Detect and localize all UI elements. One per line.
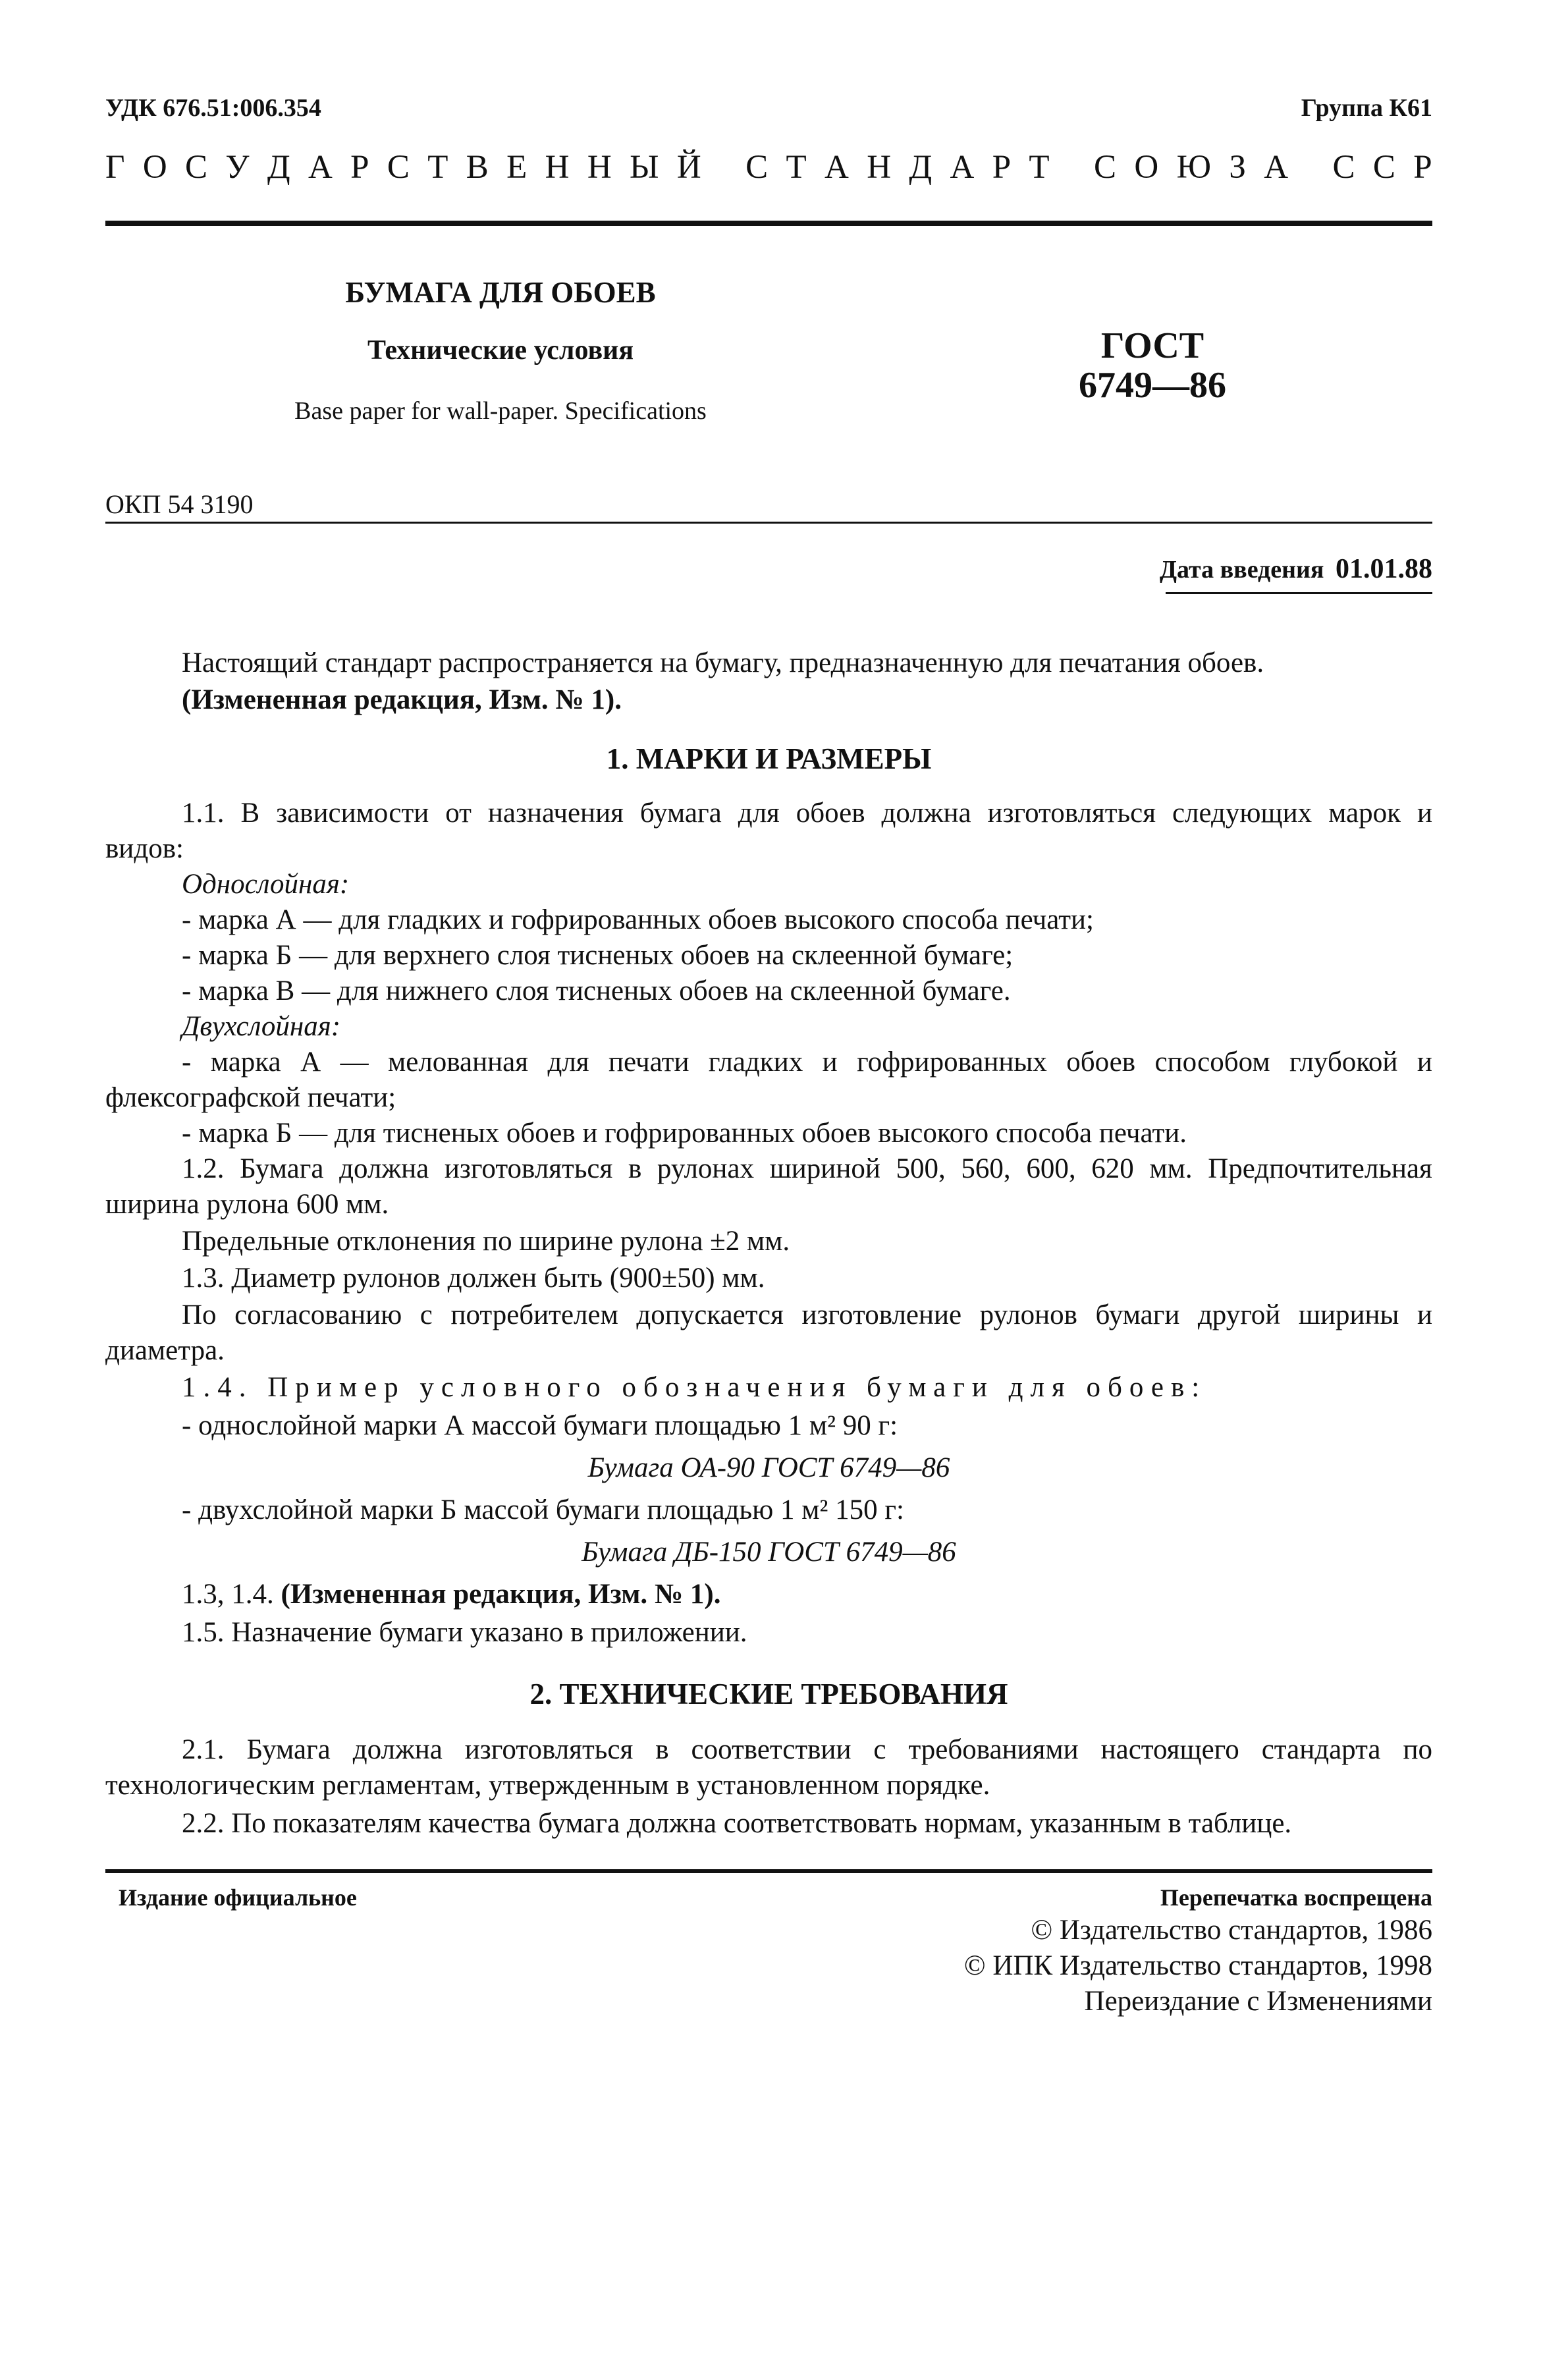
word: должна	[352, 1734, 443, 1765]
word: в	[628, 1153, 642, 1184]
copyright-1986: © Издательство стандартов, 1986	[1031, 1915, 1432, 1946]
title-letter: Т	[786, 149, 807, 186]
footer-rule	[105, 1869, 1432, 1873]
double-mark-a-line1-text	[182, 1046, 1432, 1078]
title-letter: Р	[1413, 149, 1432, 186]
word: 2.1.	[182, 1734, 225, 1765]
single-mark-v: - марка В — для нижнего слоя тисненых обоев на склеенной бумаге.	[182, 975, 1011, 1006]
word: изготовляться	[987, 798, 1156, 829]
word: бумаги	[1095, 1299, 1180, 1330]
p1-2-line1	[182, 1153, 1432, 1185]
intro-date-rule	[1166, 592, 1432, 594]
intro-text: Настоящий стандарт распространяется на бумагу, предназначенную для печатания обоев.	[182, 647, 1264, 678]
word: стандарта	[1261, 1734, 1381, 1765]
intro-date-value: 01.01.88	[1336, 554, 1432, 584]
section1-revision-text: (Измененная редакция, Изм. № 1).	[281, 1579, 721, 1610]
single-layer-label: Однослойная:	[182, 869, 350, 900]
title-letter: А	[1264, 149, 1289, 186]
word: обоев	[1066, 1047, 1136, 1078]
title-letter: С	[1372, 149, 1395, 186]
word: Предпочтительная	[1208, 1153, 1432, 1184]
p2-2: 2.2. По показателям качества бумага должна соответствовать нормам, указанным в таблице.	[182, 1808, 1292, 1839]
title-letter: Г	[105, 149, 125, 186]
title-letter: А	[308, 149, 333, 186]
title-letter: Р	[350, 149, 369, 186]
document-title: БУМАГА ДЛЯ ОБОЕВ	[345, 276, 656, 309]
section1-revision-prefix: 1.3, 1.4.	[182, 1579, 274, 1610]
p1-1-line1	[182, 797, 1432, 829]
agreement-line1	[182, 1299, 1432, 1331]
word: 620	[1091, 1153, 1134, 1184]
word: марка	[210, 1047, 281, 1078]
p2-1-line2: технологическим регламентам, утвержденным в установленном порядке.	[105, 1770, 990, 1801]
word: Бумага	[240, 1153, 324, 1184]
word: и	[822, 1047, 838, 1078]
title-letter: Ю	[1176, 149, 1211, 186]
word: с	[873, 1734, 886, 1765]
word: гладких	[708, 1047, 803, 1078]
title-letter: С	[1332, 149, 1355, 186]
word: марок	[1328, 798, 1401, 829]
word: изготовляться	[464, 1734, 634, 1765]
word: потребителем	[450, 1299, 618, 1330]
intro-date	[1160, 553, 1432, 585]
gost-label: ГОСТ	[1100, 325, 1204, 366]
example2-code: Бумага ДБ-150 ГОСТ 6749—86	[581, 1537, 956, 1568]
word: изготовляться	[444, 1153, 613, 1184]
title-letter	[1068, 148, 1076, 186]
word: гофрированных	[857, 1047, 1047, 1078]
word: А	[300, 1047, 321, 1078]
word: рулонов	[979, 1299, 1077, 1330]
title-letter: А	[825, 149, 849, 186]
state-standard-title	[105, 148, 1432, 186]
intro-revision: (Измененная редакция, Изм. № 1).	[182, 684, 622, 715]
title-letter: Д	[909, 149, 933, 186]
copyright-1998: © ИПК Издательство стандартов, 1998	[963, 1950, 1432, 1981]
official-edition: Издание официальное	[119, 1884, 357, 1911]
word: для	[547, 1047, 589, 1078]
word: 1.1.	[182, 798, 225, 829]
title-letter: У	[225, 149, 250, 186]
word: изготовление	[801, 1299, 962, 1330]
word: настоящего	[1100, 1734, 1239, 1765]
word: следующих	[1172, 798, 1312, 829]
section1-heading: 1. МАРКИ И РАЗМЕРЫ	[606, 742, 932, 775]
word: По	[182, 1299, 217, 1330]
title-letter: А	[950, 149, 975, 186]
double-mark-a-line2: флексографской печати;	[105, 1082, 396, 1113]
word: зависимости	[276, 798, 429, 829]
double-layer-label: Двухслойная:	[182, 1011, 341, 1042]
word: для	[738, 798, 780, 829]
title-letter: Д	[267, 149, 290, 186]
p2-1-line1	[182, 1734, 1432, 1766]
word: Бумага	[246, 1734, 331, 1765]
double-mark-b: - марка Б — для тисненых обоев и гофрированных обоев высокого способа печати.	[182, 1118, 1187, 1149]
reissue-note: Переиздание с Изменениями	[1084, 1986, 1432, 2017]
group-code: Группа К61	[1301, 94, 1432, 122]
word: должна	[881, 798, 971, 829]
title-letter: Т	[427, 149, 448, 186]
word: 1.2.	[182, 1153, 225, 1184]
example2-text: - двухслойной марки Б массой бумаги площадью 1 м² 150 г:	[182, 1494, 904, 1525]
title-letter: С	[1094, 149, 1117, 186]
word: —	[340, 1047, 369, 1078]
word: мм.	[1149, 1153, 1193, 1184]
single-mark-b: - марка Б — для верхнего слоя тисненых обоев на склеенной бумаге;	[182, 940, 1014, 971]
udc-code: УДК 676.51:006.354	[105, 94, 321, 122]
word: в	[655, 1734, 669, 1765]
header-rule	[105, 221, 1432, 226]
english-title: Base paper for wall-paper. Specifications	[294, 397, 707, 425]
word: и	[1417, 1047, 1432, 1078]
word: 600,	[1026, 1153, 1076, 1184]
double-mark-a-line1	[182, 1046, 1432, 1078]
okp-code: ОКП 54 3190	[105, 489, 254, 519]
word: и	[1417, 1299, 1432, 1330]
word: В	[240, 798, 260, 829]
tolerance-text: Предельные отклонения по ширине рулона ±2 мм.	[182, 1226, 790, 1257]
word: должна	[339, 1153, 429, 1184]
title-letter: С	[185, 149, 208, 186]
p1-1-line1-text	[182, 797, 1432, 829]
p1-3: 1.3. Диаметр рулонов должен быть (900±50) мм.	[182, 1263, 765, 1294]
word: обоев	[796, 798, 865, 829]
title-letter: С	[745, 149, 769, 186]
word: способом	[1154, 1047, 1270, 1078]
title-letter: Ы	[630, 149, 659, 186]
reprint-prohibited: Перепечатка воспрещена	[1160, 1884, 1432, 1911]
word: назначения	[487, 798, 624, 829]
word: допускается	[636, 1299, 784, 1330]
title-letter: Т	[1029, 149, 1050, 186]
document-subtitle: Технические условия	[367, 335, 634, 366]
okp-rule	[105, 522, 1432, 524]
title-letter: Е	[506, 149, 527, 186]
title-letter	[1306, 148, 1314, 186]
intro-date-label: Дата введения	[1159, 556, 1324, 584]
title-letter: Р	[992, 149, 1012, 186]
title-letter: О	[1134, 149, 1159, 186]
p1-4: 1.4. Пример условного обозначения бумаги для обоев:	[182, 1372, 1207, 1403]
word: по	[1403, 1734, 1432, 1765]
word: бумага	[639, 798, 722, 829]
title-letter: О	[142, 149, 167, 186]
title-letter: Н	[545, 149, 570, 186]
section1-revision	[182, 1578, 1509, 1610]
word: 500,	[896, 1153, 946, 1184]
word: и	[1417, 798, 1432, 829]
p1-2-line2: ширина рулона 600 мм.	[105, 1189, 389, 1220]
agreement-line2: диаметра.	[105, 1335, 225, 1366]
word: с	[419, 1299, 433, 1330]
agreement-line1-text	[182, 1299, 1432, 1331]
title-letter: З	[1229, 149, 1246, 186]
title-letter: В	[466, 149, 489, 186]
p1-2-line1-text	[182, 1153, 1432, 1185]
word: рулонах	[657, 1153, 755, 1184]
word: шириной	[769, 1153, 880, 1184]
word: ширины	[1298, 1299, 1399, 1330]
word: согласованию	[234, 1299, 402, 1330]
word: -	[182, 1047, 192, 1078]
title-letter: С	[387, 149, 410, 186]
example1-text: - однослойной марки А массой бумаги площадью 1 м² 90 г:	[182, 1410, 898, 1441]
word: требованиями	[908, 1734, 1079, 1765]
title-letter: Й	[676, 149, 701, 186]
single-mark-a: - марка А — для гладких и гофрированных обоев высокого способа печати;	[182, 904, 1094, 935]
section2-heading: 2. ТЕХНИЧЕСКИЕ ТРЕБОВАНИЯ	[529, 1678, 1008, 1710]
word: глубокой	[1289, 1047, 1398, 1078]
p1-5: 1.5. Назначение бумаги указано в приложении.	[182, 1617, 747, 1648]
title-letter	[719, 148, 728, 186]
word: 560,	[961, 1153, 1011, 1184]
gost-number: 6749—86	[1079, 365, 1226, 406]
word: от	[445, 798, 472, 829]
p1-1-line2: видов:	[105, 833, 184, 864]
title-letter: Н	[867, 149, 892, 186]
word: мелованная	[388, 1047, 528, 1078]
word: другой	[1197, 1299, 1281, 1330]
example1-code: Бумага ОА-90 ГОСТ 6749—86	[587, 1452, 950, 1483]
p2-1-line1-text	[182, 1734, 1432, 1766]
word: печати	[608, 1047, 689, 1078]
title-letter: Н	[587, 149, 612, 186]
word: соответствии	[691, 1734, 852, 1765]
